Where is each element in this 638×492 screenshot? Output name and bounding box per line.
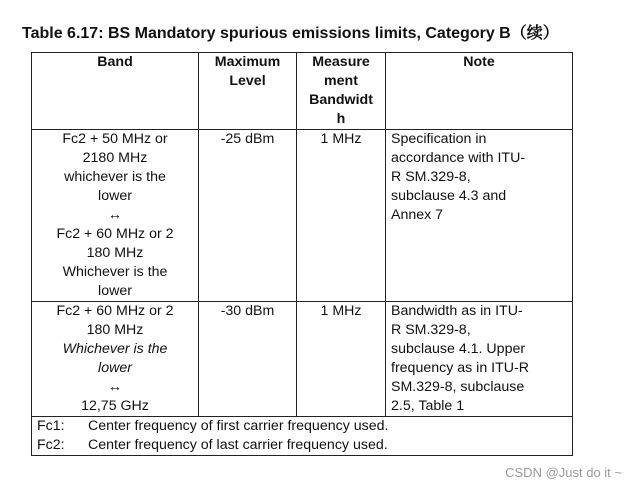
bandwidth-value: 1 MHz [320,303,362,319]
max-level-cell [199,302,297,417]
bandwidth-cell [297,130,386,302]
note-line: 2.5, Table 1 [391,398,465,414]
footnote-row [32,417,573,456]
note-line: R SM.329-8, [391,169,471,185]
band-line: 180 MHz [86,322,144,338]
band-line-italic: lower [98,360,132,376]
footnote-key: Fc2: [37,437,65,453]
footnote-text: Center frequency of first carrier frequency used. [88,418,389,434]
table-row [32,302,573,417]
note-line: Specification in [391,131,487,147]
band-line: 2180 MHz [82,150,148,166]
header-bandwidth-line: Measure [312,54,370,70]
max-level-value: -30 dBm [220,303,275,319]
footnote-fc1 [37,417,572,436]
footnote-fc2 [37,436,572,455]
spurious-emissions-table [31,52,573,456]
header-band-label: Band [97,54,133,70]
table-row [32,130,573,302]
note-line: subclause 4.3 and [391,188,507,204]
max-level-cell [199,130,297,302]
table-header-row [32,53,573,130]
note-line: accordance with ITU- [391,150,526,166]
band-line: Fc2 + 60 MHz or 2 [56,303,174,319]
footnote-key: Fc1: [37,418,65,434]
header-bandwidth-line: h [336,111,346,127]
note-cell [386,302,573,417]
table-title: Table 6.17: BS Mandatory spurious emissions limits, Category B（续） [22,25,559,42]
header-max-level-line: Maximum [214,54,281,70]
note-cell [386,130,573,302]
footnote-text: Center frequency of last carrier frequency used. [88,437,388,453]
footnotes-cell [32,417,573,456]
double-arrow-icon: ↔ [107,207,123,223]
band-line: lower [98,283,132,299]
note-line: Annex 7 [391,207,444,223]
header-bandwidth-line: ment [324,73,358,89]
band-line: Fc2 + 60 MHz or 2 [56,226,174,242]
note-line: Bandwidth as in ITU- [391,303,523,319]
band-line: Whichever is the [62,264,168,280]
band-line: lower [98,188,132,204]
band-cell [32,302,199,417]
note-line: subclause 4.1. Upper [391,341,526,357]
band-line-italic: Whichever is the [62,341,168,357]
header-measurement-bandwidth [297,53,386,130]
band-line: 180 MHz [86,245,144,261]
header-note-label: Note [463,54,495,70]
double-arrow-icon: ↔ [107,379,123,395]
bandwidth-value: 1 MHz [320,131,362,147]
header-max-level-line: Level [229,73,266,89]
note-line: SM.329-8, subclause [391,379,525,395]
watermark: CSDN @Just do it ~ [505,465,622,480]
band-line: Fc2 + 50 MHz or [62,131,168,147]
header-note [386,53,573,130]
note-line: R SM.329-8, [391,322,471,338]
band-line: 12,75 GHz [81,398,149,414]
header-band [32,53,199,130]
note-line: frequency as in ITU-R [391,360,529,376]
band-line: whichever is the [64,169,166,185]
header-bandwidth-line: Bandwidt [309,92,373,108]
band-cell [32,130,199,302]
max-level-value: -25 dBm [220,131,275,147]
header-max-level [199,53,297,130]
bandwidth-cell [297,302,386,417]
